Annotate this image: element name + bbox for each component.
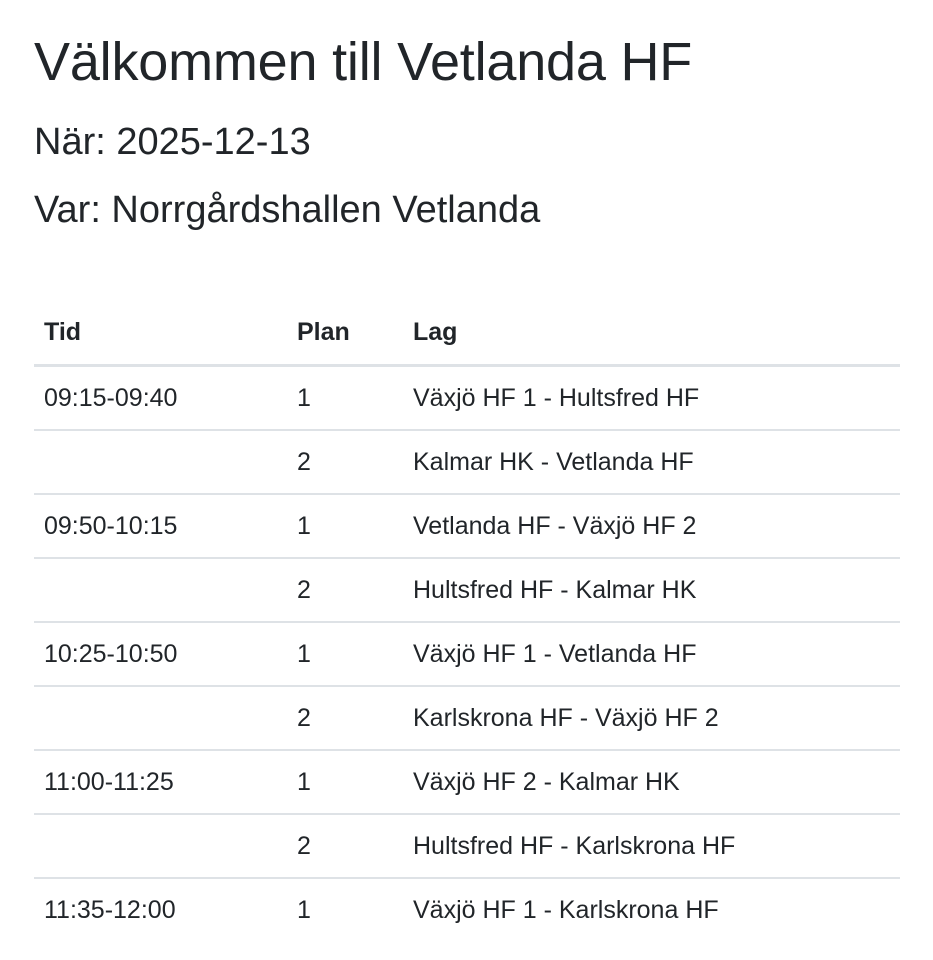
table-row xyxy=(34,750,900,814)
cell-tid: 09:15-09:40 xyxy=(44,383,178,412)
cell-lag: Hultsfred HF - Kalmar HK xyxy=(403,558,900,622)
cell-tid xyxy=(34,558,287,622)
cell-tid: 11:00-11:25 xyxy=(34,750,287,814)
cell-lag: Växjö HF 2 - Kalmar HK xyxy=(403,750,900,814)
table-row xyxy=(34,430,900,494)
table-row xyxy=(34,878,900,941)
cell-plan: 1 xyxy=(287,750,403,814)
schedule-table-body xyxy=(34,366,900,942)
cell-tid: 11:35-12:00 xyxy=(34,878,287,941)
cell-lag: Karlskrona HF - Växjö HF 2 xyxy=(403,686,900,750)
cell-lag: Kalmar HK - Vetlanda HF xyxy=(403,430,900,494)
cell-lag: Växjö HF 1 - Vetlanda HF xyxy=(403,622,900,686)
cell-tid: 09:50-10:15 xyxy=(34,494,287,558)
cell-plan: 1 xyxy=(287,494,403,558)
cell-plan: 2 xyxy=(287,430,403,494)
table-row xyxy=(34,814,900,878)
cell-tid: 10:25-10:50 xyxy=(34,622,287,686)
column-header-lag: Lag xyxy=(403,300,900,366)
cell-tid xyxy=(34,430,287,494)
cell-plan: 1 xyxy=(287,622,403,686)
column-header-plan: Plan xyxy=(287,300,403,366)
cell-plan: 2 xyxy=(287,814,403,878)
cell-plan: 2 xyxy=(287,558,403,622)
cell-lag: Växjö HF 1 - Hultsfred HF xyxy=(413,383,700,412)
header-row xyxy=(34,300,900,366)
cell-plan: 2 xyxy=(287,686,403,750)
cell-plan: 1 xyxy=(287,878,403,941)
table-row xyxy=(34,622,900,686)
table-row xyxy=(34,558,900,622)
cell-plan: 1 xyxy=(297,383,311,412)
page-title: Välkommen till Vetlanda HF xyxy=(34,32,693,92)
cell-lag: Hultsfred HF - Karlskrona HF xyxy=(403,814,900,878)
cell-lag: Vetlanda HF - Växjö HF 2 xyxy=(403,494,900,558)
table-row xyxy=(34,494,900,558)
column-header-tid: Tid xyxy=(34,300,287,366)
table-row xyxy=(34,366,900,431)
schedule-table xyxy=(34,300,900,941)
cell-tid xyxy=(34,814,287,878)
schedule-table-header xyxy=(34,300,900,366)
event-location: Var: Norrgårdshallen Vetlanda xyxy=(34,189,541,231)
cell-lag: Växjö HF 1 - Karlskrona HF xyxy=(403,878,900,941)
table-row xyxy=(34,686,900,750)
cell-tid xyxy=(34,686,287,750)
event-date: När: 2025-12-13 xyxy=(34,121,311,163)
